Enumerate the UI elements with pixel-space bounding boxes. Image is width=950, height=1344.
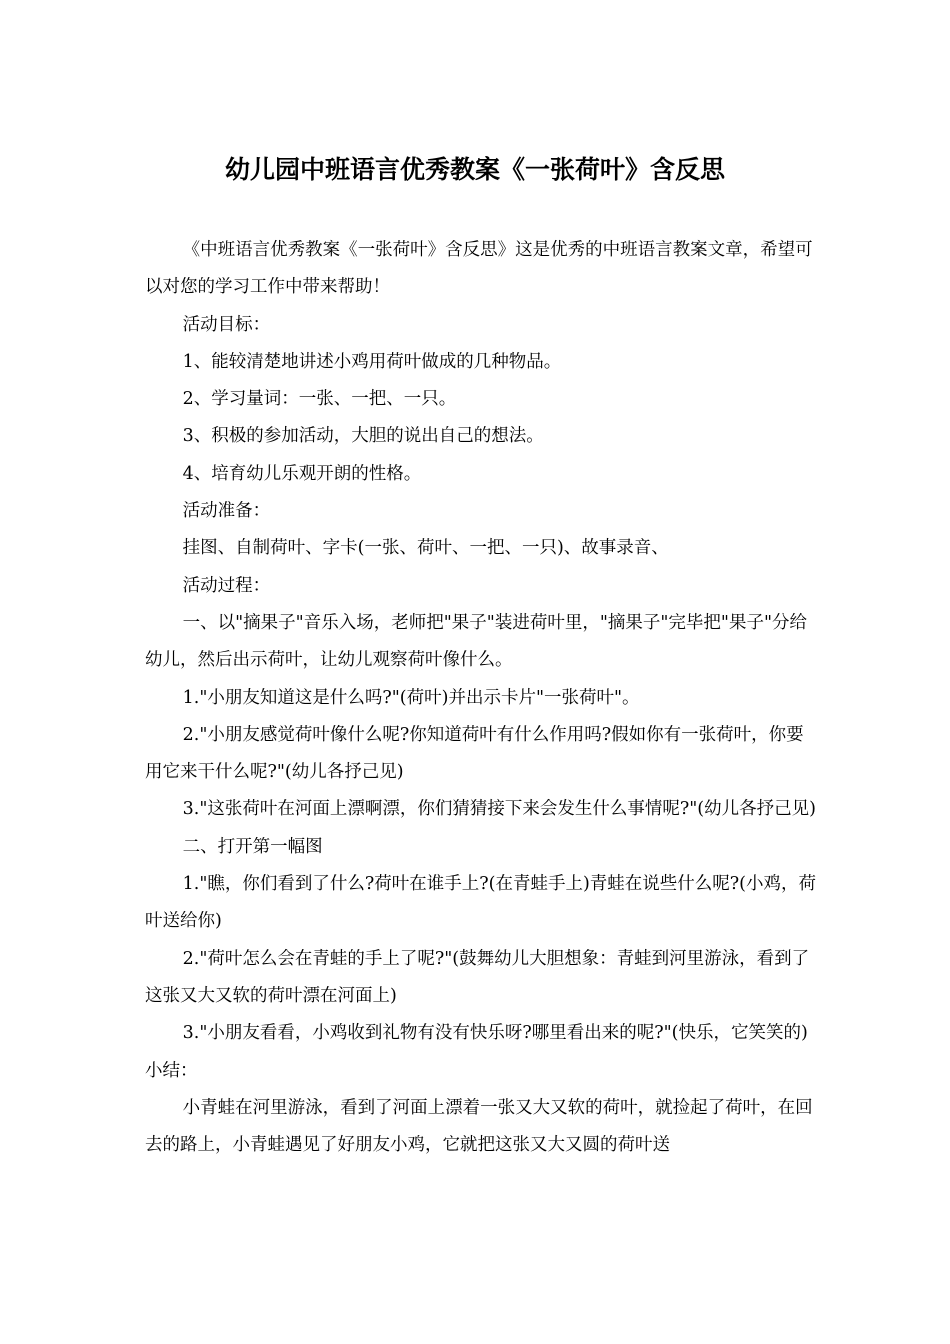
page-title: 幼儿园中班语言优秀教案《一张荷叶》含反思 — [224, 155, 725, 184]
process-paragraph: 一、以"摘果子"音乐入场，老师把"果子"装进荷叶里，"摘果子"完毕把"果子"分给幼儿，然后出示荷叶，让幼儿观察荷叶像什么。 — [145, 612, 808, 671]
objective-item: 1、能较清楚地讲述小鸡用荷叶做成的几种物品。 — [182, 351, 562, 372]
preparation-paragraph: 挂图、自制荷叶、字卡(一张、荷叶、一把、一只)、故事录音、 — [182, 538, 669, 559]
section-heading-process: 活动过程： — [182, 575, 271, 596]
section-heading-objectives: 活动目标： — [182, 314, 271, 335]
section-heading-preparation: 活动准备： — [182, 501, 271, 522]
process-paragraph: 2."荷叶怎么会在青蛙的手上了呢?"(鼓舞幼儿大胆想象：青蛙到河里游泳，看到了这张又大又软的荷叶漂在河面上) — [145, 948, 810, 1006]
objective-item: 4、培育幼儿乐观开朗的性格。 — [182, 463, 422, 484]
process-paragraph: 1."小朋友知道这是什么吗?"(荷叶)并出示卡片"一张荷叶"。 — [182, 687, 640, 708]
intro-paragraph: 《中班语言优秀教案《一张荷叶》含反思》这是优秀的中班语言教案文章，希望可以对您的学习工作中带来帮助！ — [145, 240, 813, 298]
summary-paragraph: 小青蛙在河里游泳，看到了河面上漂着一张又大又软的荷叶，就捡起了荷叶，在回去的路上，小青蛙遇见了好朋友小鸡，它就把这张又大又圆的荷叶送 — [145, 1097, 813, 1156]
process-paragraph: 3."小朋友看看，小鸡收到礼物有没有快乐呀?哪里看出来的呢?"(快乐，它笑笑的)小结： — [145, 1023, 808, 1081]
document-body — [145, 232, 817, 1164]
objective-item: 3、积极的参加活动，大胆的说出自己的想法。 — [182, 426, 544, 447]
process-paragraph: 2."小朋友感觉荷叶像什么呢?你知道荷叶有什么作用吗?假如你有一张荷叶，你要用它来干什么呢?"(幼儿各抒己见) — [145, 724, 804, 783]
objective-item: 2、学习量词：一张、一把、一只。 — [182, 389, 457, 410]
process-paragraph: 1."瞧，你们看到了什么?荷叶在谁手上?(在青蛙手上)青蛙在说些什么呢?(小鸡，荷叶送给你) — [145, 874, 816, 932]
process-paragraph: 二、打开第一幅图 — [182, 836, 323, 857]
process-paragraph: 3."这张荷叶在河面上漂啊漂，你们猜猜接下来会发生什么事情呢?"(幼儿各抒己见) — [182, 799, 816, 820]
